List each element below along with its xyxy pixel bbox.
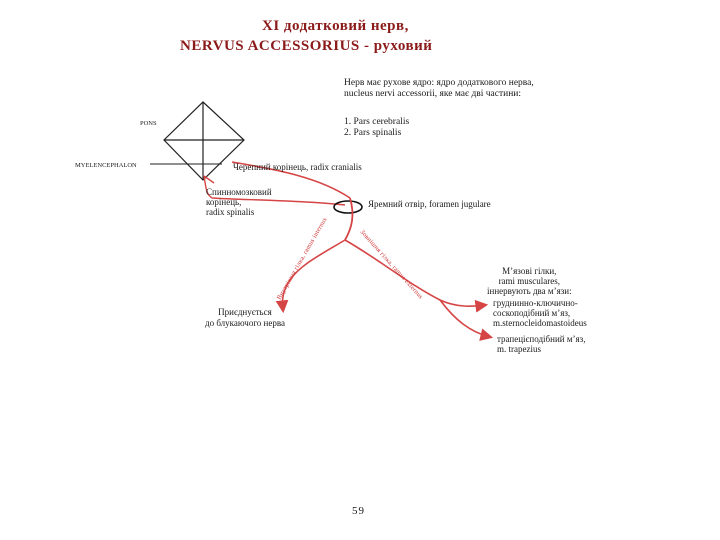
scm-line-3: m.sternocleidomastoideus: [493, 318, 587, 328]
external-branch-to-scm: [345, 240, 485, 306]
external-branch-caption: Зовнішня гілка, ramus externus: [358, 228, 425, 301]
part-item-1: 1. Pars cerebralis: [344, 117, 410, 127]
page-number: 59: [352, 505, 365, 517]
internal-branch-line-2: до блукаючого нерва: [205, 317, 285, 328]
myelencephalon-label: MYELENCEPHALON: [75, 162, 137, 169]
trapezius-line-2: m. trapezius: [497, 344, 541, 354]
trapezius-muscle-label: [497, 334, 585, 354]
spinal-root-line-2: корінець,: [206, 197, 242, 207]
internal-branch-caption: Внутрішня гілка, ramus internus: [275, 216, 329, 301]
title-line-1: XI додатковий нерв,: [262, 18, 409, 34]
nucleus-description: Нерв має рухове ядро: ядро додаткового нерва, nucleus nervi accessorii, яке має дві частини:: [344, 78, 534, 99]
scm-line-1: груднинно-ключично-: [493, 298, 578, 308]
internal-branch-label: [205, 307, 285, 328]
cranial-root-label: Черепний корінець, radix cranialis: [233, 162, 362, 172]
jugular-foramen-ring: [334, 201, 362, 213]
spinal-root-line-3: radix spinalis: [206, 207, 255, 217]
part-item-2: 2. Pars spinalis: [344, 128, 402, 138]
jugular-foramen-label: Яремний отвір, foramen jugulare: [368, 199, 491, 209]
muscular-line-2: rami musculares,: [498, 276, 561, 286]
trapezius-line-1: трапецієподібний м’яз,: [497, 334, 586, 344]
nerve-trunk: [345, 198, 352, 240]
scm-muscle-label: [493, 298, 587, 328]
pons-label: PONS: [140, 120, 157, 127]
internal-branch-line-1: Приєднується: [218, 307, 272, 317]
title-line-2: NERVUS ACCESSORIUS - руховий: [180, 38, 433, 54]
muscular-branches-label: [487, 266, 572, 296]
spinal-root-label: [206, 187, 272, 217]
muscular-line-3: іннервують два м’язи:: [487, 286, 572, 296]
muscular-line-1: М’язові гілки,: [502, 266, 557, 276]
spinal-root-line-1: Спинномозковий: [206, 187, 272, 197]
scm-line-2: соскоподібний м’яз,: [493, 308, 571, 318]
brainstem-diamond: [164, 102, 244, 180]
